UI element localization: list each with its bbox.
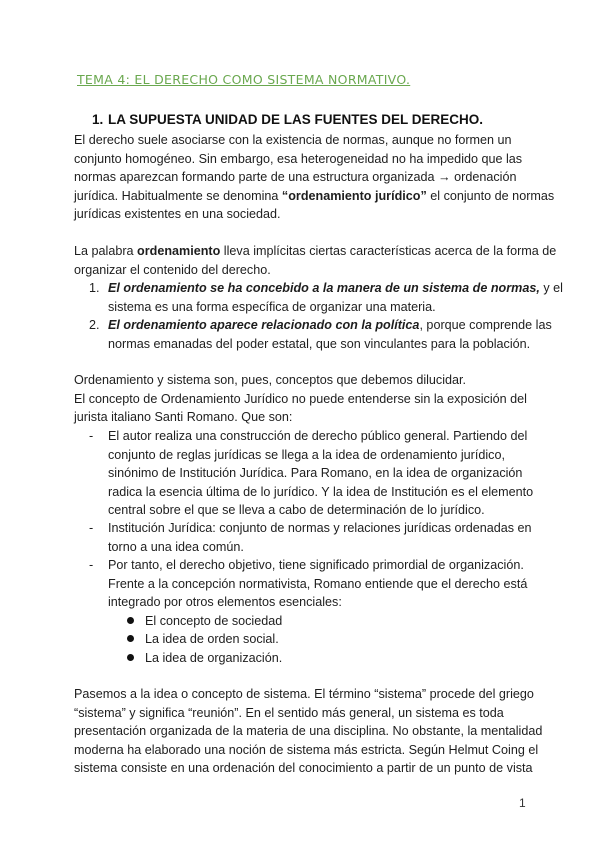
paragraph-line: jurista italiano Santi Romano. Que son:	[74, 410, 293, 424]
paragraph-line: presentación organizada de la materia de una disciplina. No obstante, la mentalidad	[74, 724, 543, 738]
ordered-list-item	[89, 279, 563, 316]
text-run: La palabra	[74, 244, 138, 258]
paragraph-line: “sistema” y significa “reunión”. En el sentido más general, un sistema es toda	[74, 705, 504, 720]
bullet-text: La idea de orden social.	[145, 632, 279, 646]
list-line: Por tanto, el derecho objetivo, tiene significado primordial de organización.	[108, 558, 524, 572]
list-line: sinónimo de Institución Jurídica. Para Romano, en la idea de organización	[108, 466, 523, 480]
paragraph-line: conjunto homogéneo. Sin embargo, esa heterogeneidad no ha impedido que las	[74, 151, 523, 166]
bold-term: ordenamiento	[137, 244, 221, 258]
bullet-dot-icon	[127, 635, 134, 642]
bullet-item	[127, 649, 282, 668]
list-line	[89, 316, 552, 335]
text-run: , porque comprende las	[419, 318, 552, 332]
bullet-dot-icon	[127, 654, 134, 661]
list-line: Frente a la concepción normativista, Romano entiende que el derecho está	[108, 576, 528, 591]
paragraph-line: El concepto de Ordenamiento Jurídico no puede entenderse sin la exposición del	[74, 391, 527, 406]
text-run: y el	[539, 281, 563, 295]
bullet-item	[127, 612, 282, 631]
paragraph-line: sistema consiste en una ordenación del conocimiento a partir de un punto de vista	[74, 761, 533, 775]
page-number: 1	[519, 796, 526, 810]
dash-list-item	[89, 556, 529, 612]
paragraph-2	[74, 242, 557, 279]
list-line: torno a una idea común.	[108, 539, 244, 554]
paragraph-line	[74, 187, 555, 206]
paragraph-line: moderna ha elaborado una noción de sistema más estricta. Según Helmut Coing el	[74, 742, 539, 757]
section-number: 1.	[92, 112, 104, 127]
bullet-item	[127, 630, 279, 649]
list-line: sistema es una forma específica de organizar una materia.	[108, 299, 436, 314]
paragraph-3	[74, 371, 534, 427]
dash-list-item	[89, 519, 532, 556]
paragraph-line: Ordenamiento y sistema son, pues, conceptos que debemos dilucidar.	[74, 373, 467, 387]
bold-italic-term: El ordenamiento aparece relacionado con la política	[108, 318, 420, 332]
section-label: LA SUPUESTA UNIDAD DE LAS FUENTES DEL DERECHO.	[108, 112, 484, 127]
bullet-dot-icon	[127, 617, 134, 624]
list-line: El autor realiza una construcción de derecho público general. Partiendo del	[108, 429, 528, 443]
paragraph-line	[74, 242, 557, 261]
ordered-list-item	[89, 316, 552, 353]
dash-marker: -	[89, 558, 94, 572]
paragraph-4	[74, 685, 543, 778]
paragraph-line: jurídicas existentes en una sociedad.	[74, 207, 281, 221]
list-line	[89, 279, 563, 298]
page-title: TEMA 4: EL DERECHO COMO SISTEMA NORMATIVO.	[77, 72, 411, 87]
text-run: lleva implícitas ciertas características acerca de la forma de	[220, 244, 557, 258]
list-line: conjunto de reglas jurídicas se llega a la idea de ordenamiento jurídico,	[108, 447, 505, 462]
paragraph-line: El derecho suele asociarse con la existencia de normas, aunque no formen un	[74, 133, 512, 147]
paragraph-line: Pasemos a la idea o concepto de sistema. El término “sistema” procede del griego	[74, 687, 534, 701]
dash-list-item	[89, 427, 534, 520]
list-line: integrado por otros elementos esenciales:	[108, 595, 342, 609]
list-line: radica la esencia última de lo jurídico. Y la idea de Institución es el elemento	[108, 484, 534, 499]
bullet-text: La idea de organización.	[145, 651, 283, 665]
paragraph-line: normas aparezcan formando parte de una estructura organizada → ordenación	[74, 170, 517, 184]
list-line: central sobre el que se lleva a cabo de determinación de lo jurídico.	[108, 503, 485, 517]
section-heading	[92, 112, 483, 127]
text-run: jurídica. Habitualmente se denomina	[74, 188, 282, 203]
text-run: el conjunto de normas	[426, 188, 555, 203]
list-number: 1.	[89, 281, 100, 295]
list-number: 2.	[89, 318, 100, 332]
dash-marker: -	[89, 429, 94, 443]
bullet-text: El concepto de sociedad	[145, 614, 283, 628]
bold-term: “ordenamiento jurídico”	[281, 188, 427, 203]
paragraph-1	[74, 131, 555, 224]
dash-marker: -	[89, 521, 94, 535]
list-line: normas emanadas del poder estatal, que son vinculantes para la población.	[108, 336, 531, 351]
list-line: Institución Jurídica: conjunto de normas y relaciones jurídicas ordenadas en	[108, 521, 532, 535]
paragraph-line: organizar el contenido del derecho.	[74, 262, 271, 277]
bold-italic-term: El ordenamiento se ha concebido a la manera de un sistema de normas,	[108, 281, 540, 295]
